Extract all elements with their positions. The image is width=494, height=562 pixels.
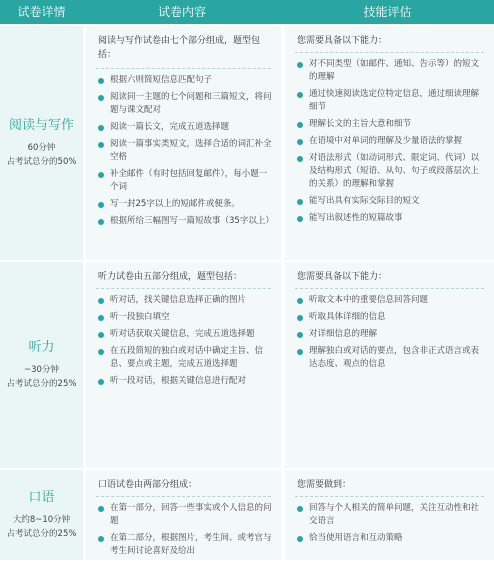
content-intro: 阅读与写作试卷由七个部分组成，题型包括： [98, 36, 261, 60]
bullet-icon [98, 506, 104, 512]
content-list [96, 294, 273, 392]
list-item: 听一段对话，根据关键信息进行配对 [96, 375, 273, 388]
list-item: 能写出叙述性的短篇故事 [295, 212, 486, 225]
bullet-icon [297, 62, 303, 68]
list-item: 能写出具有实际交际目的短文 [295, 195, 486, 208]
bullet-icon [297, 298, 303, 304]
bullet-icon [297, 315, 303, 321]
divider-line [96, 288, 271, 289]
section-time: 大约8~10分钟 [12, 515, 71, 525]
section-score-share: 占考试总分的25% [6, 379, 77, 389]
bullet-icon [98, 379, 104, 385]
list-item: 听对话，找关键信息选择正确的图片 [96, 294, 273, 307]
list-item: 对语法形式（如动词形式、限定词、代词）以及结构形式（短语、从句、句子或段落层次上的关系）的理解和掌握 [295, 152, 486, 191]
list-item: 听一段独白填空 [96, 311, 273, 324]
skills-list [295, 294, 486, 375]
list-item: 在第一部分，回答一些事实或个人信息的问题 [96, 502, 273, 528]
list-item: 根据所给三幅图写一篇短故事（35字以上） [96, 215, 273, 228]
list-item: 对不同类型（如邮件、通知、告示等）的短文的理解 [295, 58, 486, 84]
divider-line [96, 68, 271, 69]
skills-list [295, 58, 486, 229]
list-item: 回答与个人相关的简单问题，关注互动性和社交语言 [295, 502, 486, 528]
list-item: 听对话获取关键信息，完成五道选择题 [96, 328, 273, 341]
list-item: 听取文本中的重要信息回答问题 [295, 294, 486, 307]
bullet-icon [98, 78, 104, 84]
skills-cell [285, 26, 494, 260]
section-score-share: 占考试总分的25% [6, 529, 77, 539]
bullet-icon [98, 95, 104, 101]
section-summary [0, 26, 83, 260]
content-list [96, 502, 273, 562]
skills-cell [285, 470, 494, 560]
content-intro: 口语试卷由两部分组成： [98, 480, 198, 490]
table-header [0, 0, 494, 24]
list-item: 阅读一篇长文，完成五道选择题 [96, 121, 273, 134]
bullet-icon [98, 349, 104, 355]
divider-line [295, 288, 484, 289]
bullet-icon [297, 122, 303, 128]
divider-line [96, 496, 271, 497]
list-item: 理解独白或对话的要点，包含非正式语言或表达态度、观点的信息 [295, 345, 486, 371]
list-item: 听取具体详细的信息 [295, 311, 486, 324]
section-title: 阅读与写作 [8, 118, 74, 133]
content-cell [86, 262, 281, 468]
bullet-icon [98, 202, 104, 208]
skills-cell [285, 262, 494, 468]
list-item: 理解长文的主旨大意和细节 [295, 118, 486, 131]
divider-line [295, 496, 484, 497]
list-item: 阅读同一主题的七个问题和三篇短文，将问题与课文配对 [96, 91, 273, 117]
bullet-icon [297, 139, 303, 145]
section-title: 听力 [28, 340, 55, 355]
list-item: 在语境中对单词的理解及少量语法的掌握 [295, 135, 486, 148]
bullet-icon [297, 92, 303, 98]
content-cell [86, 26, 281, 260]
bullet-icon [98, 172, 104, 178]
bullet-icon [98, 142, 104, 148]
skills-intro: 您需要具备以下能力： [297, 272, 388, 282]
bullet-icon [297, 156, 303, 162]
section-time: 60分钟 [27, 143, 56, 153]
section-summary [0, 262, 83, 468]
bullet-icon [98, 219, 104, 225]
bullet-icon [297, 332, 303, 338]
skills-intro: 您需要具备以下能力： [297, 36, 388, 46]
section-speaking [0, 470, 494, 560]
list-item: 阅读一篇事实类短文，选择合适的词汇补全空格 [96, 138, 273, 164]
content-list [96, 74, 273, 232]
bullet-icon [98, 298, 104, 304]
section-title: 口语 [28, 490, 55, 505]
header-exam-content: 试卷内容 [157, 5, 206, 19]
section-time: ~30分钟 [24, 365, 59, 375]
skills-intro: 您需要做到： [297, 480, 352, 490]
bullet-icon [297, 216, 303, 222]
bullet-icon [98, 315, 104, 321]
content-intro: 听力试卷由五部分组成，题型包括： [98, 272, 243, 282]
divider-line [295, 52, 484, 53]
bullet-icon [98, 536, 104, 542]
skills-list [295, 502, 486, 549]
bullet-icon [297, 349, 303, 355]
header-exam-details: 试卷详情 [17, 5, 66, 19]
content-cell [86, 470, 281, 560]
bullet-icon [98, 125, 104, 131]
list-item: 在五段简短的独白或对话中确定主旨、信息、要点或主题，完成五道选择题 [96, 345, 273, 371]
bullet-icon [297, 536, 303, 542]
list-item: 写一封25字以上的短邮件或便条。 [96, 198, 273, 211]
list-item: 通过快速阅读选定位特定信息，通过细读理解细节 [295, 88, 486, 114]
list-item: 根据六则简短信息匹配句子 [96, 74, 273, 87]
list-item: 补全邮件（有时包括回复邮件），每小题一个词 [96, 168, 273, 194]
list-item: 对详细信息的理解 [295, 328, 486, 341]
section-score-share: 占考试总分的50% [6, 157, 77, 167]
bullet-icon [297, 199, 303, 205]
bullet-icon [297, 506, 303, 512]
section-reading-writing [0, 26, 494, 260]
bullet-icon [98, 332, 104, 338]
header-skills-assessment: 技能评估 [363, 5, 412, 19]
section-summary [0, 470, 83, 560]
section-listening [0, 262, 494, 468]
list-item: 恰当使用语言和互动策略 [295, 532, 486, 545]
list-item: 在第二部分，根据图片，考生间、或考官与考生间讨论喜好及给出 [96, 532, 273, 558]
